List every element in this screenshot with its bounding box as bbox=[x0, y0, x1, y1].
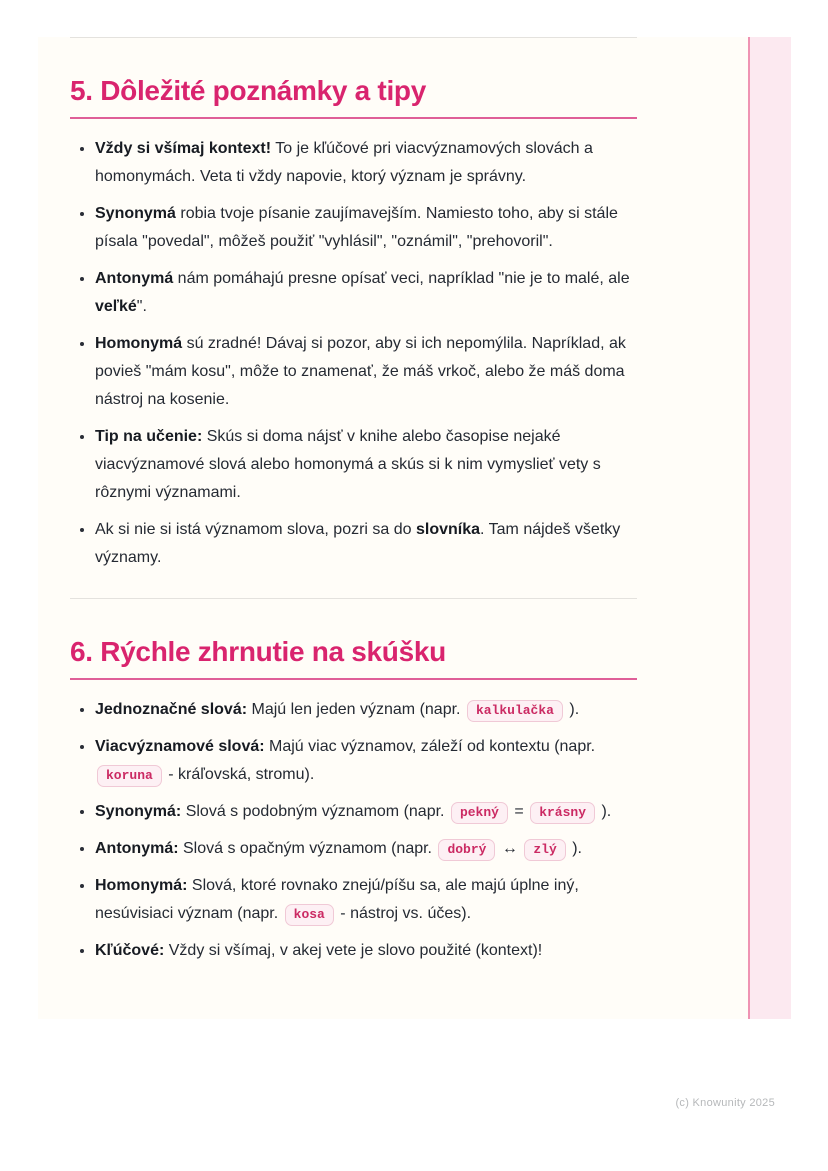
code-chip: koruna bbox=[97, 765, 162, 787]
bullet-item bbox=[95, 695, 637, 724]
bullet-item bbox=[95, 515, 637, 572]
bullet-item bbox=[95, 936, 637, 965]
code-chip: kalkulačka bbox=[467, 700, 563, 722]
text-run: Ak si nie si istá významom slova, pozri sa do bbox=[95, 521, 417, 538]
bold-text: Jednoznačné slová: bbox=[95, 701, 248, 718]
text-run: robia tvoje písanie zaujímavejším. Namiesto toho, aby si stále písala "povedal", môžeš použiť "vyhlásil", "oznámil", "prehovoril". bbox=[95, 205, 618, 250]
section-title-underline bbox=[70, 117, 637, 119]
section-title: 5. Dôležité poznámky a tipy bbox=[70, 75, 426, 106]
text-run: Vždy si všímaj, v akej vete je slovo použité (kontext)! bbox=[164, 942, 543, 959]
bullet-item bbox=[95, 834, 637, 863]
text-run: To je kľúčové pri viacvýznamových slovách a homonymách. Veta ti vždy napovie, ktorý význam je správny. bbox=[95, 140, 593, 185]
bullet-item bbox=[95, 422, 637, 507]
bold-text: veľké bbox=[95, 298, 137, 315]
text-run: Slová s podobným významom (napr. bbox=[181, 803, 449, 820]
bullet-item bbox=[95, 134, 637, 191]
code-chip: pekný bbox=[451, 802, 508, 824]
section-title: 6. Rýchle zhrnutie na skúšku bbox=[70, 636, 446, 667]
text-run: Skús si doma nájsť v knihe alebo časopise nejaké viacvýznamové slová alebo homonymá a skús si k nim vymyslieť vety s rôznymi významami. bbox=[95, 428, 601, 501]
text-run: ↔ bbox=[497, 840, 523, 857]
bold-text: Antonymá: bbox=[95, 840, 179, 857]
notes-section bbox=[70, 636, 637, 965]
bullet-list bbox=[70, 134, 637, 572]
code-chip: zlý bbox=[524, 839, 565, 861]
copyright-footer: (c) Knowunity 2025 bbox=[675, 1097, 775, 1109]
bold-text: Homonymá: bbox=[95, 877, 188, 894]
bold-text: Synonymá bbox=[95, 205, 176, 222]
bullet-list bbox=[70, 695, 637, 965]
bold-text: Viacvýznamové slová: bbox=[95, 738, 265, 755]
code-chip: kosa bbox=[285, 904, 334, 926]
text-run: nám pomáhajú presne opísať veci, napríklad "nie je to malé, ale bbox=[173, 270, 630, 287]
bold-text: Tip na učenie: bbox=[95, 428, 203, 445]
text-run: Slová s opačným významom (napr. bbox=[178, 840, 437, 857]
bullet-item bbox=[95, 797, 637, 826]
sections-host bbox=[70, 75, 637, 965]
text-run: Majú len jeden význam (napr. bbox=[247, 701, 465, 718]
code-chip: krásny bbox=[530, 802, 595, 824]
section-title-underline bbox=[70, 678, 637, 680]
text-run: ). bbox=[597, 803, 612, 820]
text-run: - kráľovská, stromu). bbox=[163, 766, 315, 783]
bold-text: slovníka bbox=[416, 521, 481, 538]
notes-section bbox=[70, 75, 637, 599]
page-edge-strip bbox=[748, 37, 791, 1019]
document-page bbox=[38, 37, 791, 1019]
bold-text: Synonymá: bbox=[95, 803, 182, 820]
bullet-item bbox=[95, 329, 637, 414]
bold-text: Kľúčové: bbox=[95, 942, 165, 959]
text-run: - nástroj vs. účes). bbox=[335, 905, 472, 922]
document-content bbox=[38, 37, 637, 1019]
bullet-item bbox=[95, 871, 637, 928]
top-divider bbox=[70, 37, 637, 38]
bold-text: Homonymá bbox=[95, 335, 183, 352]
bold-text: Antonymá bbox=[95, 270, 174, 287]
section-divider bbox=[70, 598, 637, 599]
text-run: = bbox=[509, 803, 529, 820]
text-run: sú zradné! Dávaj si pozor, aby si ich nepomýlila. Napríklad, ak povieš "mám kosu", môže to znamenať, že máš vrkoč, alebo že máš doma nástroj na kosenie. bbox=[95, 335, 626, 408]
text-run: Majú viac významov, záleží od kontextu (napr. bbox=[264, 738, 596, 755]
code-chip: dobrý bbox=[438, 839, 495, 861]
text-run: ). bbox=[564, 701, 580, 718]
bold-text: Vždy si všímaj kontext! bbox=[95, 140, 272, 157]
text-run: ). bbox=[567, 840, 582, 857]
text-run: . Tam nájdeš všetky významy. bbox=[95, 521, 621, 566]
bullet-item bbox=[95, 199, 637, 256]
bullet-item bbox=[95, 732, 637, 789]
text-run: Slová, ktoré rovnako znejú/píšu sa, ale majú úplne iný, nesúvisiaci význam (napr. bbox=[95, 877, 579, 922]
bullet-item bbox=[95, 264, 637, 321]
text-run: ". bbox=[136, 298, 147, 315]
